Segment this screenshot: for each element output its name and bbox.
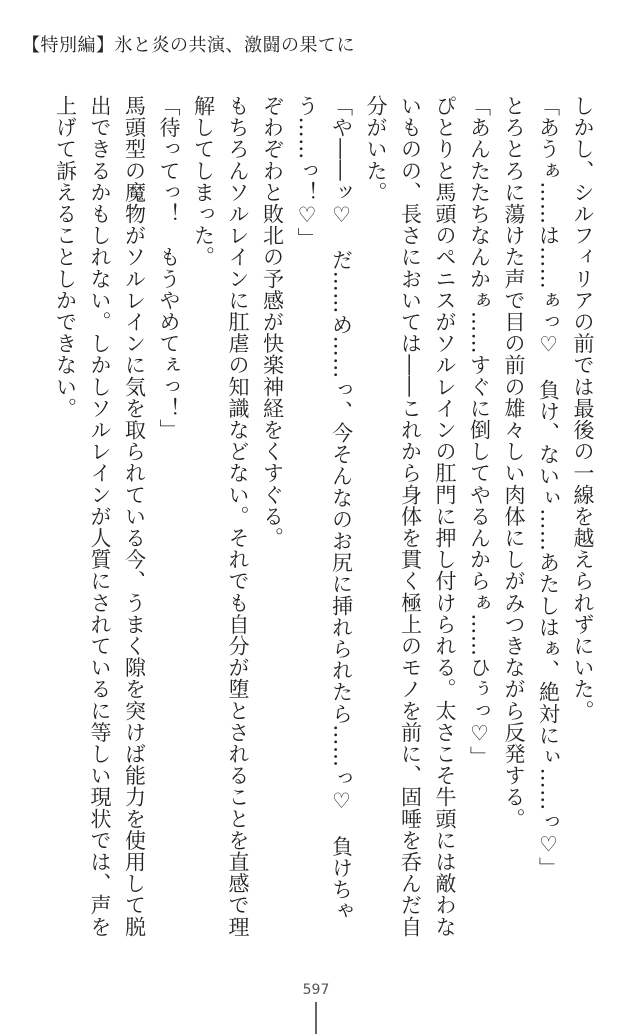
- chapter-header: 【特別編】氷と炎の共演、激闘の果てに: [22, 35, 355, 56]
- paragraph: ぴとりと馬頭のペニスがソルレインの肛門に押し付けられる。太さこそ牛頭には敵わないものの、長さにおいては――これから身体を貫く極上のモノを前に、固唾を呑んだ自分がいた。: [364, 95, 457, 938]
- paragraph: とろとろに蕩けた声で目の前の雄々しい肉体にしがみつきながら反発する。: [502, 95, 526, 830]
- paragraph: しかし、シルフィリアの前では最後の一線を越えられずにいた。: [571, 95, 595, 722]
- paragraph: 「あうぁ……は……ぁっ♡ 負け、ないぃ……あたしはぁ、絶対にぃ……っ♡」: [536, 95, 561, 879]
- page-divider-line: [315, 1002, 317, 1034]
- paragraph: 「や――ッ♡ だ……め……っ、今そんなのお尻に挿れられたら……っ♡ 負けちゃう……っ！♡」: [295, 95, 354, 922]
- page-number: 597: [302, 982, 330, 998]
- paragraph: 「あんたたちなんかぁ……すぐに倒してやるんからぁ……ひぅっ♡」: [467, 95, 492, 768]
- paragraph: 「待ってっ！ もうやめてぇっ！」: [157, 95, 181, 441]
- paragraph: 馬頭型の魔物がソルレインに気を取られている今、うまく隙を突けば能力を使用して脱出できるかもしれない。しかしソルレインが人質にされているに等しい現状では、声を上げて訴えることしかできない。: [53, 95, 147, 938]
- vertical-body-text: [32, 95, 600, 955]
- paragraph: もちろんソルレインに肛虐の知識などない。それでも自分が堕とされることを直感で理解してしまった。: [191, 95, 250, 938]
- paragraph: ぞわぞわと敗北の予感が快楽神経をくすぐる。: [260, 95, 285, 549]
